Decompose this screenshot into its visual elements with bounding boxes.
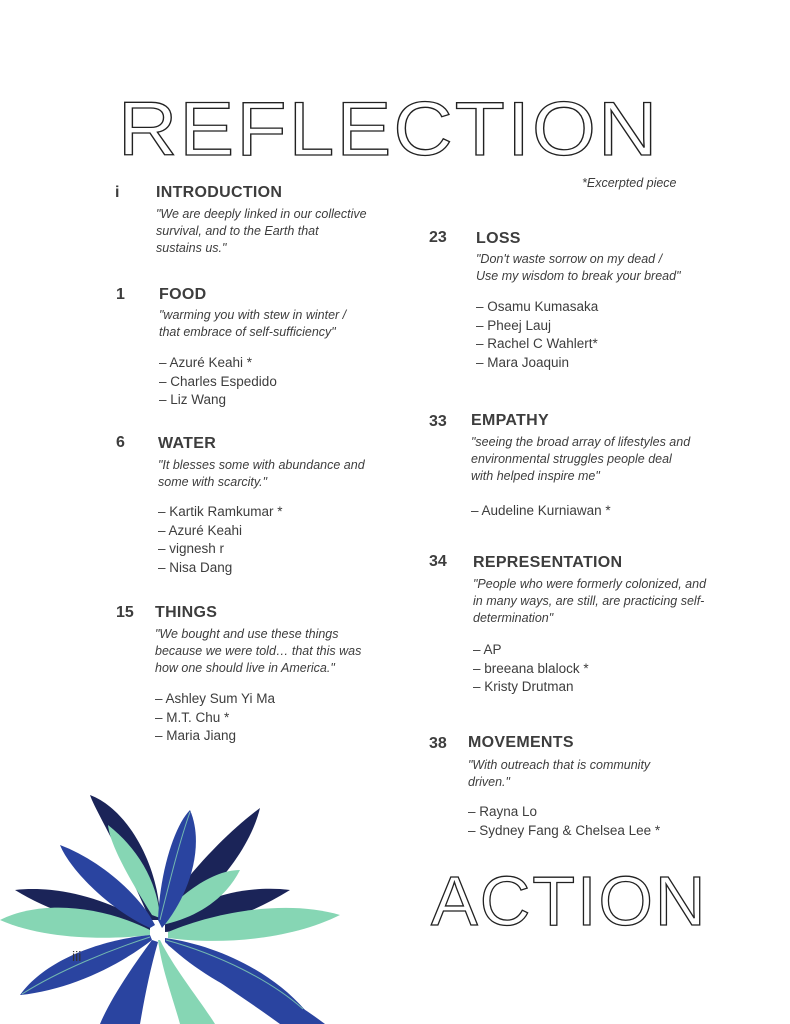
author: – Audeline Kurniawan * xyxy=(471,503,611,518)
entry-page-number: 23 xyxy=(429,229,447,246)
quote-line: "We bought and use these things xyxy=(155,627,339,641)
entry-page-number: 15 xyxy=(116,604,134,621)
author: – Osamu Kumasaka xyxy=(476,299,599,314)
quote-line: with helped inspire me" xyxy=(471,469,600,483)
author: – Kartik Ramkumar * xyxy=(158,504,283,519)
entry-page-number: 34 xyxy=(429,553,447,570)
author: – breeana blalock * xyxy=(473,660,589,676)
entry-quote xyxy=(155,626,361,677)
entry-title: LOSS xyxy=(476,230,521,247)
entry-quote xyxy=(473,576,706,627)
entry-title: MOVEMENTS xyxy=(468,734,574,751)
heading-reflection: REFLECTION xyxy=(118,87,660,172)
author: – M.T. Chu * xyxy=(155,709,230,725)
quote-line: driven." xyxy=(468,775,510,789)
plant-illustration xyxy=(0,790,350,1024)
author-list xyxy=(476,298,598,372)
author: – Rayna Lo xyxy=(468,804,538,819)
quote-line: in many ways, are still, are practicing self- xyxy=(473,594,705,608)
quote-line: that embrace of self-sufficiency" xyxy=(159,325,336,339)
entry-page-number: 6 xyxy=(116,434,125,451)
entry-page-number: 1 xyxy=(116,286,125,303)
author: – Nisa Dang xyxy=(158,559,233,575)
quote-line: sustains us." xyxy=(156,241,227,255)
quote-line: "We are deeply linked in our collective xyxy=(156,207,367,221)
author: – Kristy Drutman xyxy=(473,679,574,694)
author-list xyxy=(468,803,660,840)
page-number: iii xyxy=(72,948,82,964)
entry-title: REPRESENTATION xyxy=(473,554,623,571)
entry-quote xyxy=(158,457,365,491)
author-list xyxy=(158,503,283,577)
quote-line: "With outreach that is community xyxy=(468,758,651,772)
quote-line: because we were told… that this was xyxy=(155,644,362,658)
entry-page-number: i xyxy=(115,184,120,201)
author: – vignesh r xyxy=(158,541,225,556)
author: – Sydney Fang & Chelsea Lee * xyxy=(468,822,661,838)
author: – AP xyxy=(473,642,502,657)
author-list xyxy=(159,354,277,410)
quote-line: environmental struggles people deal xyxy=(471,452,672,466)
author: – Pheej Lauj xyxy=(476,317,552,333)
quote-line: some with scarcity." xyxy=(158,475,268,489)
quote-line: "Don't waste sorrow on my dead / xyxy=(476,252,663,266)
entry-quote xyxy=(159,307,346,341)
quote-line: Use my wisdom to break your bread" xyxy=(476,269,681,283)
author: – Liz Wang xyxy=(159,392,227,407)
quote-line: how one should live in America." xyxy=(155,661,335,675)
entry-quote xyxy=(471,434,690,485)
entry-title: EMPATHY xyxy=(471,412,549,429)
entry-title: FOOD xyxy=(159,286,207,303)
entry-page-number: 38 xyxy=(429,735,447,752)
author-list xyxy=(471,502,611,521)
author: – Ashley Sum Yi Ma xyxy=(155,691,276,706)
entry-title: WATER xyxy=(158,435,217,452)
entry-quote xyxy=(156,206,367,257)
quote-line: "People who were formerly colonized, and xyxy=(473,577,707,591)
author: – Maria Jiang xyxy=(155,728,237,743)
entry-title: INTRODUCTION xyxy=(156,184,283,201)
author-list xyxy=(155,690,275,746)
heading-action: ACTION xyxy=(431,862,708,940)
author: – Mara Joaquin xyxy=(476,354,570,370)
quote-line: "seeing the broad array of lifestyles and xyxy=(471,435,691,449)
author: – Azuré Keahi * xyxy=(159,355,253,370)
entry-quote xyxy=(468,757,650,791)
quote-line: survival, and to the Earth that xyxy=(156,224,319,238)
author: – Charles Espedido xyxy=(159,373,277,389)
quote-line: "warming you with stew in winter / xyxy=(159,308,347,322)
author: – Azuré Keahi xyxy=(158,522,243,538)
quote-line: "It blesses some with abundance and xyxy=(158,458,365,472)
entry-title: THINGS xyxy=(155,604,218,621)
author-list xyxy=(473,641,589,697)
entry-page-number: 33 xyxy=(429,413,447,430)
author: – Rachel C Wahlert* xyxy=(476,336,598,351)
excerpt-note: *Excerpted piece xyxy=(582,176,677,190)
quote-line: determination" xyxy=(473,611,554,625)
entry-quote xyxy=(476,251,681,285)
